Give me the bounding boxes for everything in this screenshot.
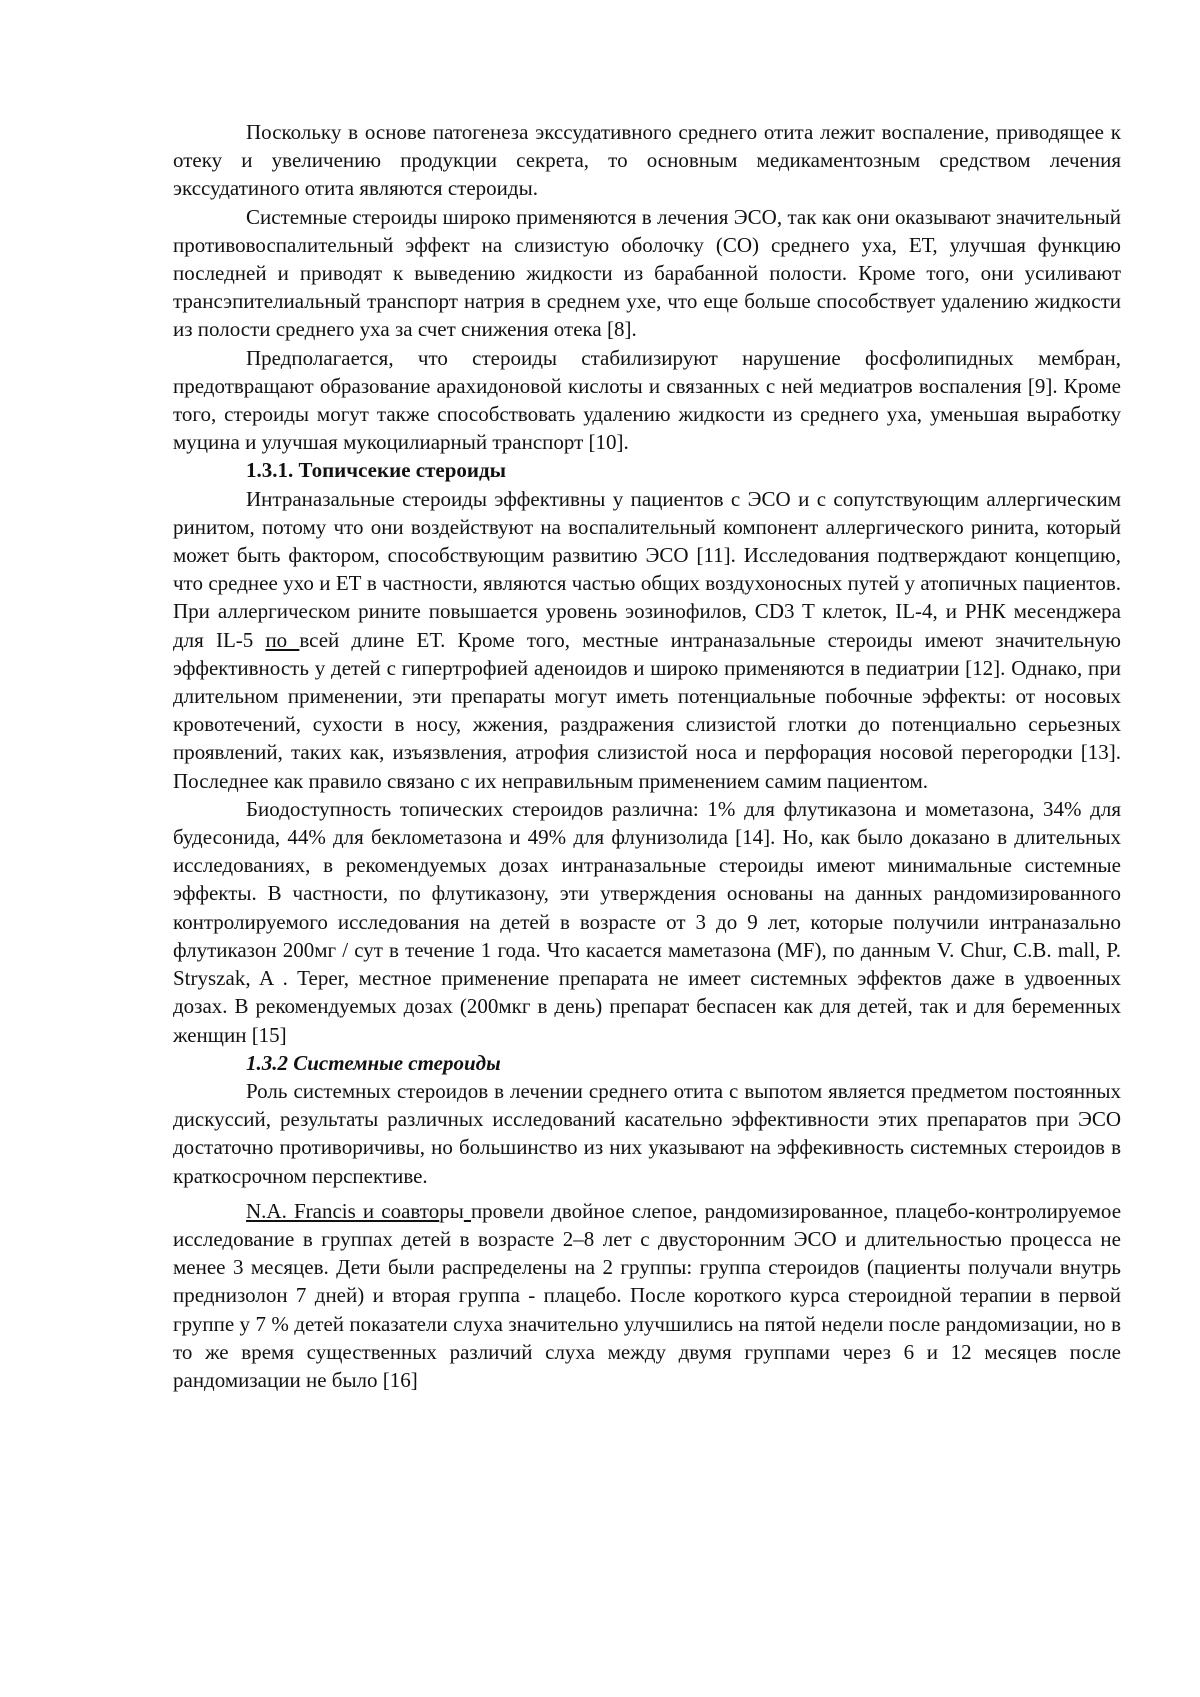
paragraph-francis-study-part-b: провели двойное слепое, рандомизированное, плацебо-контролируемое исследование в группах детей в возрасте 2–8 лет с двусторонним ЭСО и длительностью процесса не менее 3 месяцев. Дети были распределены на 2 группы: группа стероидов (пациенты получали внутрь преднизолон 7 дней) и вторая группа - плацебо. После короткого курса стероидной терапии в первой группе у 7 % детей показатели слуха значительно улучшились на пятой недели после рандомизации, но в то же время существенных различий слуха между двумя группами через 6 и 12 месяцев после рандомизации не было [16] — [173, 1198, 1122, 1392]
paragraph-systemic-steroids-effect: Системные стероиды широко применяются в лечения ЭСО, так как они оказывают значительный противовоспалительный эффект на слизистую оболочку (СО) среднего уха, ЕТ, улучшая функцию последней и приводят к выведению жидкости из барабанной полости. Кроме того, они усиливают трансэпителиальный транспорт натрия в среднем ухе, что еще больше способствует удалению жидкости из полости среднего уха за счет снижения отека [8]. — [173, 204, 1121, 342]
paragraph-steroid-mechanism: Предполагается, что стероиды стабилизируют нарушение фосфолипидных мембран, предотвращают образование арахидоновой кислоты и связанных с ней медиатров воспаления [9]. Кроме того, стероиды могут также способствовать удалению жидкости из среднего уха, уменьшая выработку муцина и улучшая мукоцилиарный транспорт [10]. — [173, 345, 1121, 455]
document-page — [173, 118, 1121, 1394]
paragraph-intranasal-steroids-part-b: всей длине ЕТ. Кроме того, местные интраназальные стероиды имеют значительную эффективность у детей с гипертрофией аденоидов и широко применяются в педиатрии [12]. Однако, при длительном применении, эти препараты могут иметь потенциальные побочные эффекты: от носовых кровотечений, сухости в носу, жжения, раздражения слизистой глотки до потенциально серьезных проявлений, таких как, изъязвления, атрофия слизистой носа и перфорация носовой перегородки [13]. Последнее как правило связано с их неправильным применением самим пациентом. — [173, 627, 1121, 793]
paragraph-systemic-steroids-discussion: Роль системных стероидов в лечении среднего отита с выпотом является предметом постоянных дискуссий, результаты различных исследований касательно эффективности этих препаратов при ЭСО достаточно противоричивы, но большинство из них указывают на эффекивность системных стероидов в краткосрочном перспективе. — [173, 1078, 1121, 1188]
paragraph-pathogenesis: Поскольку в основе патогенеза экссудативного среднего отита лежит воспаление, приводящее к отеку и увеличению продукции секрета, то основным медикаментозным средством лечения экссудатиного отита являются стероиды. — [173, 120, 1121, 201]
paragraph-intranasal-steroids-part-a: Интраназальные стероиды эффективны у пациентов с ЭСО и с сопутствующим аллергическим ринитом, потому что они воздействуют на воспалительный компонент аллергического ринита, который может быть фактором, способствующим развитию ЭСО [11]. Исследования подтверждают концепцию, что среднее ухо и ЕТ в частности, являются частью общих воздухоносных путей у атопичных пациентов. При аллергическом рините повышается уровень эозинофилов, CD3 T клеток, IL-4, и РНК месенджера для IL-5 — [173, 486, 1121, 652]
paragraph-francis-study-part-a: ры — [439, 1198, 464, 1223]
underlined-space — [464, 1199, 471, 1223]
section-heading-systemic-steroids: 1.3.2 Системные стероиды — [246, 1050, 501, 1075]
section-heading-topical-steroids: 1.3.1. Топичсекие стероиды — [246, 458, 507, 483]
paragraph-francis-study — [173, 1197, 1121, 1394]
underlined-text: по — [265, 627, 300, 652]
underlined-author-reference: N.A. Francis и соавто — [246, 1198, 440, 1223]
paragraph-bioavailability: Биодоступность топических стероидов различна: 1% для флутиказона и мометазона, 34% для будесонида, 44% для беклометазона и 49% для флунизолида [14]. Но, как было доказано в длительных исследованиях, в рекомендуемых дозах интраназальные стероиды имеют минимальные системные эффекты. В частности, по флутиказону, эти утверждения основаны на данных рандомизированного контролируемого исследования на детей в возрасте от 3 до 9 лет, которые получили интраназально флутиказон 200мг / сут в течение 1 года. Что касается маметазона (MF), по данным V. Chur, C.B. mall, P. Stryszak, A . Teper, местное применение препарата не имеет системных эффектов даже в удвоенных дозах. В рекомендуемых дозах (200мкг в день) препарат беспасен как для детей, так и для беременных женщин [15] — [173, 796, 1121, 1047]
paragraph-intranasal-steroids — [173, 485, 1121, 795]
